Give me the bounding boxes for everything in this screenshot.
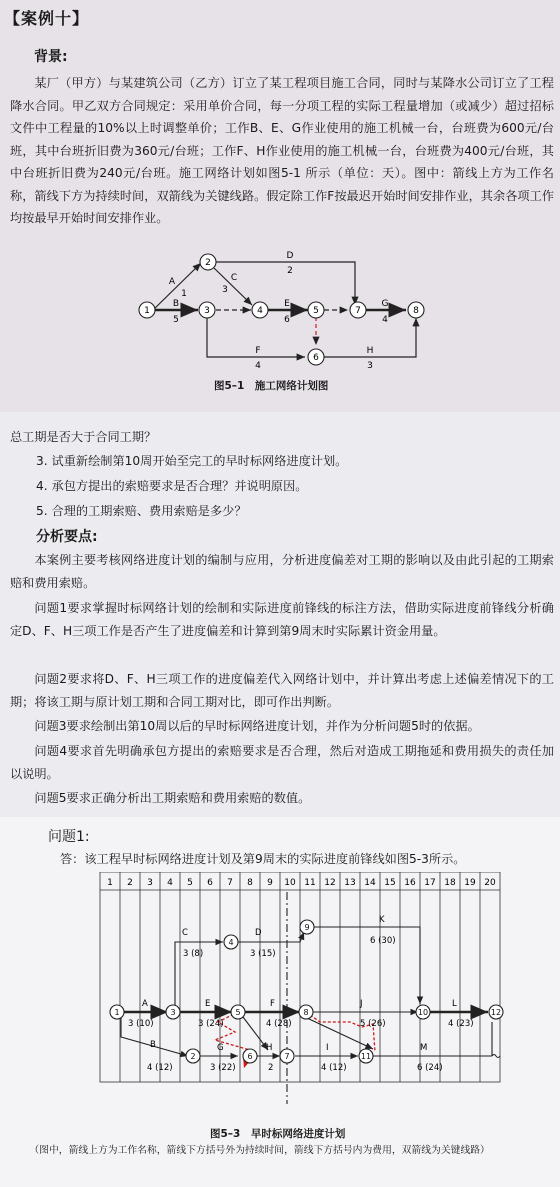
background-heading: 背景: [34, 49, 68, 65]
tsn-act-l-name: L [452, 999, 457, 1009]
node-4: 4 [257, 306, 263, 316]
act-f-dur: 4 [255, 361, 261, 371]
analysis-p5: 问题4要求首先明确承包方提出的索赔要求是否合理，然后对造成工期拖延和费用损失的责任加以说明。 [10, 744, 554, 781]
week-1: 1 [107, 878, 113, 888]
week-9: 9 [267, 878, 273, 888]
answer-text: 答：该工程早时标网络进度计划及第9周末的实际进度前锋线如图5-3所示。 [60, 852, 466, 866]
act-g-dur: 4 [382, 315, 388, 325]
tsn-node-label-11: 11 [360, 1052, 372, 1061]
tsn-act-m-label: 6 (24) [417, 1063, 443, 1073]
tsn-act-a-label: 3 (10) [128, 1019, 154, 1029]
tsn-act-c-name: C [182, 928, 188, 938]
analysis-p2: 问题1要求掌握时标网络计划的绘制和实际进度前锋线的标注方法，借助实际进度前锋线分析确定D、F、H三项工作是否产生了进度偏差和计算到第9周末时实际累计资金用量。 [10, 601, 554, 638]
question-2-tail: 总工期是否大于合同工期？ [10, 430, 157, 444]
week-7: 7 [227, 878, 233, 888]
act-d-name: D [286, 251, 294, 261]
week-12: 12 [324, 878, 336, 888]
week-19: 19 [464, 878, 476, 888]
week-2: 2 [127, 878, 133, 888]
question-3: 3. 试重新绘制第10周开始至完工的早时标网络进度计划。 [36, 454, 348, 468]
week-18: 18 [444, 878, 456, 888]
tsn-act-d-name: D [255, 928, 262, 938]
act-e-dur: 6 [284, 315, 290, 325]
act-c-dur: 3 [222, 285, 228, 295]
tsn-node-label-9: 9 [304, 923, 310, 932]
act-h-dur: 3 [367, 361, 373, 371]
tsn-node-label-4: 4 [228, 938, 234, 947]
tsn-act-d-label: 3 (15) [250, 949, 276, 959]
week-13: 13 [344, 878, 356, 888]
week-20: 20 [484, 878, 496, 888]
answer-heading: 问题1: [48, 829, 90, 845]
week-4: 4 [167, 878, 173, 888]
tsn-act-e-label: 3 (24) [198, 1019, 224, 1029]
analysis-p4: 问题3要求绘制出第10周以后的早时标网络进度计划，并作为分析问题5时的依据。 [34, 719, 480, 733]
tsn-act-h-name: H [266, 1043, 273, 1053]
tsn-act-j-label: 5 (26) [360, 1019, 386, 1029]
week-8: 8 [247, 878, 253, 888]
time-scaled-network-5-3 [90, 872, 510, 1122]
week-14: 14 [364, 878, 376, 888]
week-16: 16 [404, 878, 416, 888]
analysis-p6: 问题5要求正确分析出工期索赔和费用索赔的数值。 [34, 791, 311, 805]
network-diagram-5-1 [130, 240, 430, 390]
question-5: 5. 合理的工期索赔、费用索赔是多少？ [36, 504, 247, 518]
tsn-node-label-2: 2 [190, 1052, 196, 1061]
tsn-node-label-1: 1 [114, 1008, 120, 1017]
week-5: 5 [187, 878, 193, 888]
node-3: 3 [204, 306, 210, 316]
figure-5-3-note: （图中，箭线上方为工作名称，箭线下方括号外为持续时间，箭线下方括号内为费用，双箭线为关键线路） [29, 1145, 490, 1156]
node-1: 1 [144, 306, 150, 316]
tsn-act-m-name: M [420, 1043, 428, 1053]
act-b-name: B [172, 299, 180, 309]
week-17: 17 [424, 878, 436, 888]
tsn-act-a-name: A [142, 999, 148, 1009]
analysis-p3: 问题2要求将D、F、H三项工作的进度偏差代入网络计划中，并计算出考虑上述偏差情况下的工期；将该工期与原计划工期和合同工期对比，即可作出判断。 [10, 672, 554, 709]
tsn-act-e-name: E [205, 999, 211, 1009]
tsn-node-label-6: 6 [247, 1052, 253, 1061]
tsn-node-label-12: 12 [490, 1008, 502, 1017]
case-title: 【案例十】 [4, 9, 90, 28]
tsn-act-b-name: B [150, 1040, 156, 1050]
week-6: 6 [207, 878, 213, 888]
tsn-node-label-3: 3 [170, 1008, 176, 1017]
act-a-dur: 1 [181, 289, 187, 299]
tsn-node-label-7: 7 [284, 1052, 290, 1061]
background-text: 某厂（甲方）与某建筑公司（乙方）订立了某工程项目施工合同，同时与某降水公司订立了工程降水合同。甲乙双方合同规定：采用单价合同，每一分项工程的实际工程量增加（或减少）超过招标文件中工程量的10%以上时调整单价；工作B、E、G作业使用的施工机械一台，台班费为600元/台班，其中台班折旧费为360元/台班；工作F、H作业使用的施工机械一台，台班费为400元/台班，其中台班折旧费为240元/台班。施工网络计划如图5-1 所示（单位：天）。图中：箭线上方为工作名称，箭线下方为持续时间，双箭线为关键线路。假定除工作F按最迟开始时间安排作业，其余各项工作均按最早开始时间安排作业。 [10, 76, 554, 225]
node-2: 2 [205, 258, 211, 268]
figure-5-3-caption: 图5–3 早时标网络进度计划 [210, 1128, 346, 1140]
figure-5-1-caption: 图5–1 施工网络计划图 [214, 380, 329, 392]
node-8: 8 [413, 306, 419, 316]
tsn-act-k-label: 6 (30) [370, 936, 396, 946]
week-15: 15 [384, 878, 396, 888]
tsn-act-l-label: 4 (23) [448, 1019, 474, 1029]
question-4: 4. 承包方提出的索赔要求是否合理？并说明原因。 [36, 479, 308, 493]
tsn-act-b-label: 4 (12) [147, 1063, 173, 1073]
tsn-act-g-name: G [217, 1043, 224, 1053]
week-11: 11 [304, 878, 316, 888]
act-a-name: A [168, 277, 176, 287]
act-g-name: G [381, 299, 389, 309]
tsn-act-f-label: 4 (28) [266, 1019, 292, 1029]
tsn-act-g-label: 3 (22) [210, 1063, 236, 1073]
tsn-act-j-name: J [360, 999, 363, 1009]
tsn-act-i-label: 4 (12) [321, 1063, 347, 1073]
week-3: 3 [147, 878, 153, 888]
analysis-heading: 分析要点: [36, 529, 98, 545]
tsn-act-k-name: K [379, 915, 385, 925]
tsn-act-c-label: 3 (8) [183, 949, 204, 959]
week-10: 10 [284, 878, 296, 888]
act-f-name: F [255, 346, 261, 356]
act-d-dur: 2 [287, 266, 293, 276]
node-5: 5 [313, 306, 319, 316]
analysis-p1: 本案例主要考核网络进度计划的编制与应用，分析进度偏差对工期的影响以及由此引起的工期索赔和费用索赔。 [10, 553, 554, 590]
node-7: 7 [355, 306, 361, 316]
node-6: 6 [313, 353, 319, 363]
tsn-act-h-label: 2 [268, 1063, 274, 1073]
act-b-dur: 5 [173, 315, 179, 325]
act-e-name: E [284, 299, 290, 309]
tsn-node-label-5: 5 [235, 1008, 241, 1017]
tsn-act-f-name: F [270, 999, 275, 1009]
tsn-node-label-8: 8 [303, 1008, 309, 1017]
tsn-act-i-name: I [326, 1043, 329, 1053]
act-h-name: H [366, 346, 374, 356]
tsn-node-label-10: 10 [417, 1008, 429, 1017]
act-c-name: C [230, 273, 238, 283]
